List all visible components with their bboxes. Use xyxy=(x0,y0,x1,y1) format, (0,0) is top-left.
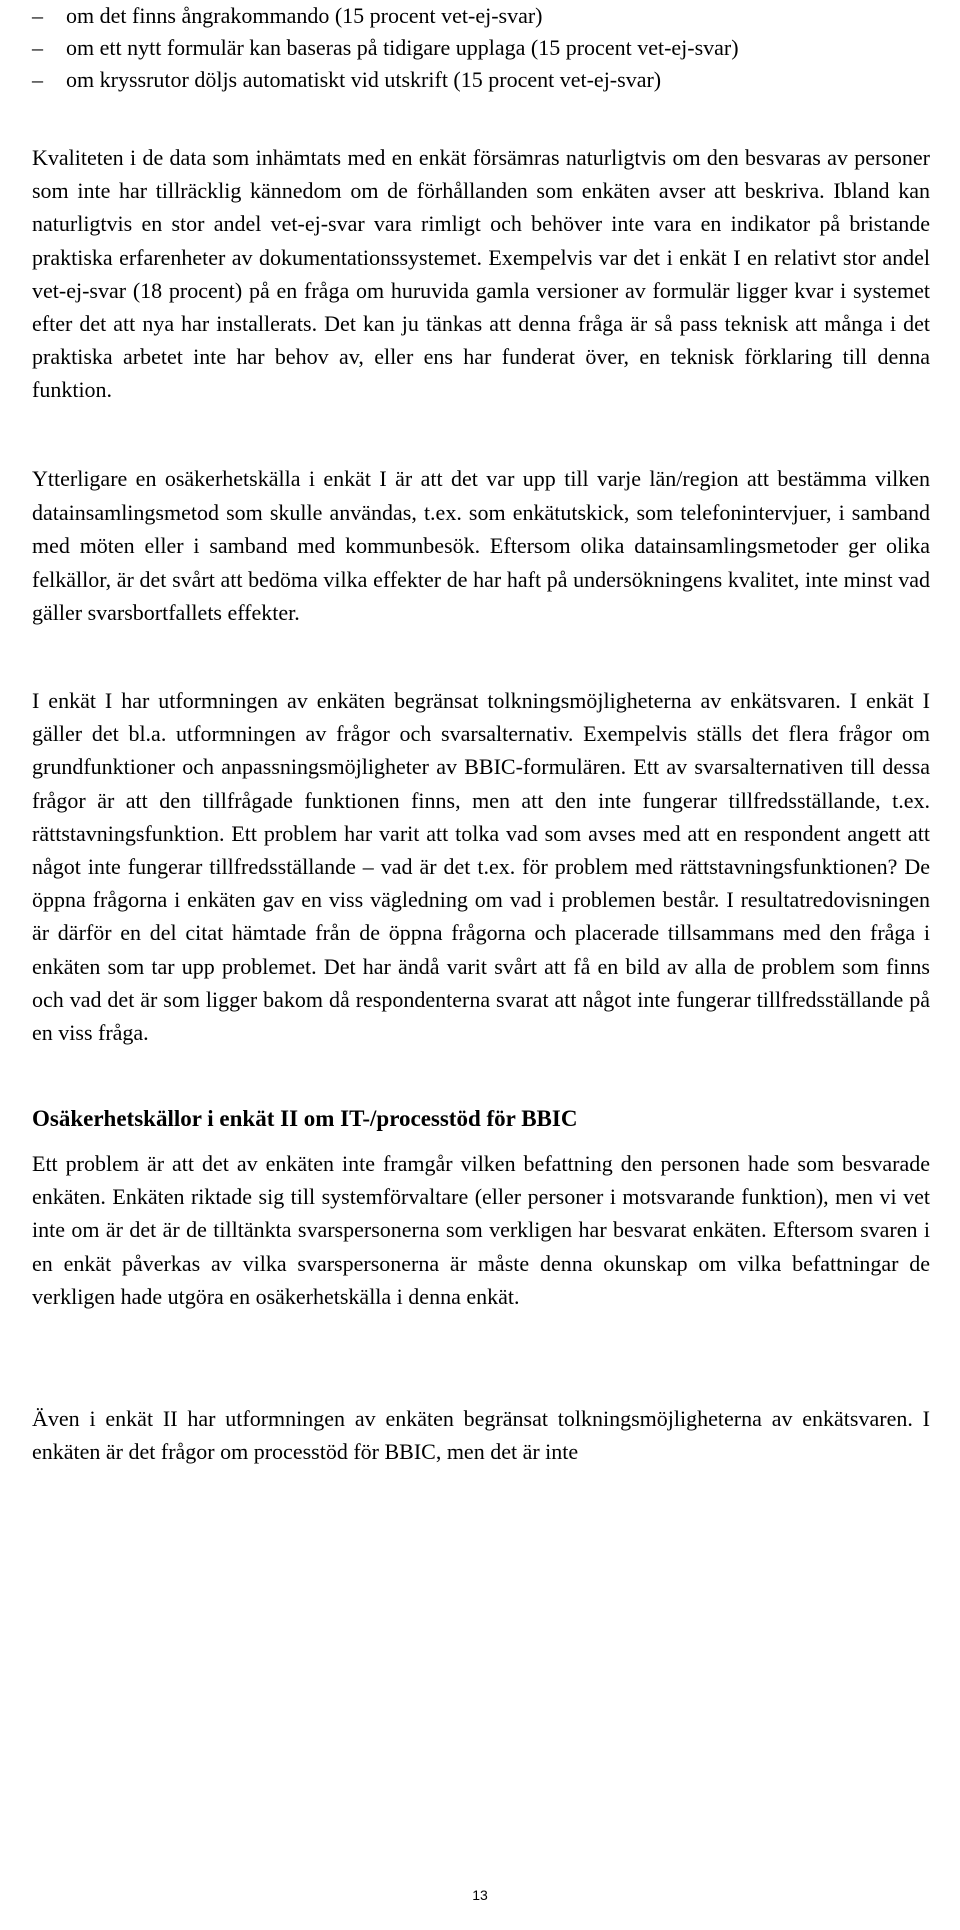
bullet-text: om ett nytt formulär kan baseras på tidigare upplaga (15 procent vet-ej-svar) xyxy=(66,35,739,60)
paragraph: Även i enkät II har utformningen av enkäten begränsat tolkningsmöjligheterna av enkätsvaren. I enkäten är det frågor om processtöd för BBIC, men det är inte xyxy=(32,1406,930,1465)
bullet-dash: – xyxy=(32,67,43,92)
bullet-text: om det finns ångrakommando (15 procent vet-ej-svar) xyxy=(66,3,543,28)
section-heading: Osäkerhetskällor i enkät II om IT-/processtöd för BBIC xyxy=(32,1106,578,1131)
paragraph: Kvaliteten i de data som inhämtats med en enkät försämras naturligtvis om den besvaras av personer som inte har tillräcklig kännedom om de förhållanden som enkäten avser att beskriva. Ibland kan naturligtvis en stor andel vet-ej-svar vara rimligt och behöver inte vara en indikator på bristande praktiska erfarenheter av dokumentationssystemet. Exempelvis var det i enkät I en relativt stor andel vet-ej-svar (18 procent) på en fråga om huruvida gamla versioner av formulär ligger kvar i systemet efter det att nya har installerats. Det kan ju tänkas att denna fråga är så pass teknisk att många i det praktiska arbetet inte har behov av, eller ens har funderat över, en teknisk förklaring till denna funktion. xyxy=(32,145,930,403)
bullet-item xyxy=(32,0,930,32)
paragraph: Ytterligare en osäkerhetskälla i enkät I är att det var upp till varje län/region att bestämma vilken datainsamlingsmetod som skulle användas, t.ex. som enkätutskick, som telefonintervjuer, i samband med möten eller i samband med kommunbesök. Eftersom olika datainsamlingsmetoder ger olika felkällor, är det svårt att bedöma vilka effekter de har haft på undersökningens kvalitet, inte minst vad gäller svarsbortfallets effekter. xyxy=(32,466,930,625)
bullet-item xyxy=(32,32,930,64)
page-number: 13 xyxy=(472,1887,488,1903)
paragraph: I enkät I har utformningen av enkäten begränsat tolkningsmöjligheterna av enkätsvaren. I enkät I gäller det bl.a. utformningen av frågor och svarsalternativ. Exempelvis ställs det flera frågor om grundfunktioner och anpassningsmöjligheter av BBIC-formulären. Ett av svarsalternativen till dessa frågor är att den tillfrågade funktionen finns, men att den inte fungerar tillfredsställande, t.ex. rättstavningsfunktion. Ett problem har varit att tolka vad som avses med att en respondent angett att något inte fungerar tillfredsställande – vad är det t.ex. för problem med rättstavningsfunktionen? De öppna frågorna i enkäten gav en viss vägledning om vad i problemen består. I resultatredovisningen är därför en del citat hämtade från de öppna frågorna och placerade tillsammans med den fråga i enkäten som tar upp problemet. Det har ändå varit svårt att få en bild av alla de problem som finns och vad det är som ligger bakom då respondenterna svarat att något inte fungerar tillfredsställande på en viss fråga. xyxy=(32,688,930,1046)
bullet-item xyxy=(32,64,930,96)
bullet-list xyxy=(32,0,930,96)
bullet-text: om kryssrutor döljs automatiskt vid utskrift (15 procent vet-ej-svar) xyxy=(66,67,662,92)
bullet-dash: – xyxy=(32,3,43,28)
paragraph: Ett problem är att det av enkäten inte framgår vilken befattning den personen hade som besvarade enkäten. Enkäten riktade sig till systemförvaltare (eller personer i motsvarande funktion), men vi vet inte om är det är de tilltänkta svarspersonerna som verkligen har besvarat enkäten. Eftersom svaren i en enkät påverkas av vilka svarspersonerna är måste denna okunskap om vilka befattningar de verkligen hade utgöra en osäkerhetskälla i denna enkät. xyxy=(32,1151,930,1309)
bullet-dash: – xyxy=(32,35,43,60)
